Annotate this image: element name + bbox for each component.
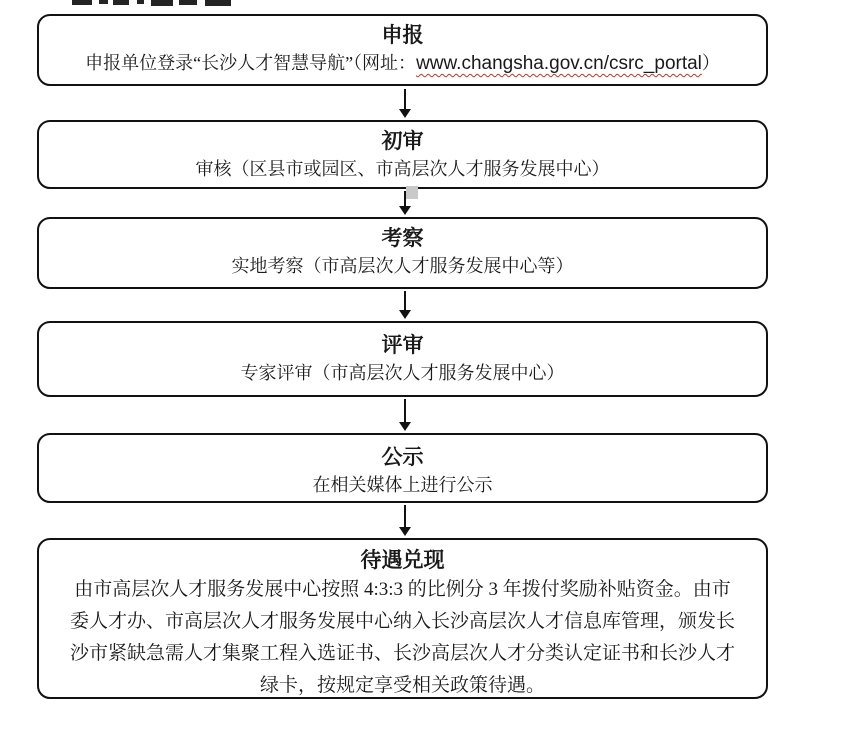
- step-body-text: 申报单位登录“长沙人才智慧导航”（网址：: [85, 53, 417, 73]
- heading-fragment-mark: [72, 0, 92, 5]
- flow-step-apply: [37, 14, 768, 86]
- heading-fragment-mark: [113, 0, 129, 5]
- flow-arrow-down: [397, 89, 412, 118]
- flow-arrow-down: [397, 291, 412, 319]
- step-body: 专家评审（市高层次人才服务发展中心）: [240, 363, 565, 383]
- step-body: 在相关媒体上进行公示: [312, 475, 493, 495]
- step-title: 初审: [381, 129, 424, 153]
- arrow-shaft: [404, 399, 406, 422]
- arrow-shaft: [404, 505, 406, 527]
- flow-arrow-down: [397, 399, 412, 431]
- step-title: 考察: [381, 226, 424, 250]
- portal-url: www.changsha.gov.cn/csrc_portal: [416, 53, 702, 74]
- heading-fragment-mark: [179, 0, 197, 5]
- arrow-shaft: [404, 291, 406, 310]
- gray-artifact-square: [406, 186, 418, 199]
- flow-step-benefits: [37, 538, 768, 699]
- flow-arrow-down: [397, 505, 412, 536]
- step-body: 审核（区县市或园区、市高层次人才服务发展中心）: [195, 159, 610, 179]
- step-title: 公示: [381, 445, 424, 469]
- arrow-head-icon: [399, 527, 411, 536]
- heading-fragment-mark: [151, 0, 173, 6]
- arrow-head-icon: [399, 422, 411, 431]
- flow-step-inspection: [37, 217, 768, 289]
- step-body: 实地考察（市高层次人才服务发展中心等）: [231, 256, 574, 276]
- heading-fragment-mark: [205, 0, 231, 6]
- flow-step-initial-review: [37, 120, 768, 189]
- arrow-head-icon: [399, 206, 411, 215]
- step-title: 评审: [381, 333, 424, 357]
- step-body: 由市高层次人才服务发展中心按照 4:3:3 的比例分 3 年拨付奖励补贴资金。由市委人才办、市高层次人才服务发展中心纳入长沙高层次人才信息库管理，颁发长沙市紧缺急需人才集聚工程入选证书、长沙高层次人才分类认定证书和长沙人才绿卡，按规定享受相关政策待遇。: [69, 579, 735, 696]
- step-body-text: ）: [701, 53, 720, 73]
- arrow-shaft: [404, 89, 406, 109]
- flow-step-expert-review: [37, 321, 768, 397]
- arrow-head-icon: [399, 109, 411, 118]
- flow-step-publicity: [37, 433, 768, 503]
- step-body: [39, 47, 766, 76]
- heading-fragment-mark: [137, 0, 144, 4]
- heading-fragment-mark: [99, 0, 108, 4]
- step-title: 申报: [381, 23, 424, 47]
- step-title: 待遇兑现: [360, 548, 445, 572]
- arrow-head-icon: [399, 310, 411, 319]
